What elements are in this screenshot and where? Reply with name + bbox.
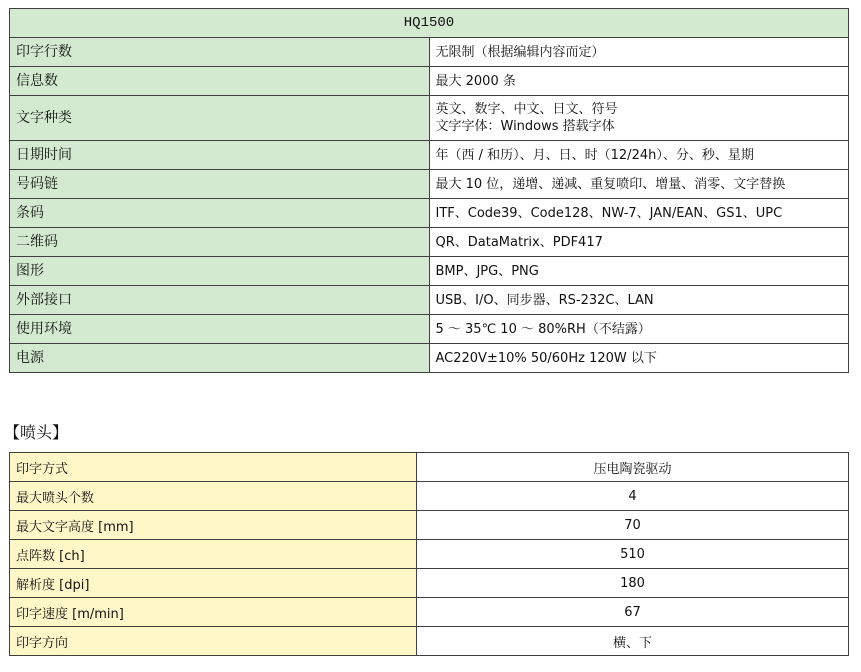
nozzle-value: 67	[417, 598, 849, 627]
spec-label: 使用环境	[10, 315, 430, 344]
nozzle-value: 180	[417, 569, 849, 598]
nozzle-label: 解析度 [dpi]	[10, 569, 417, 598]
nozzle-row	[10, 511, 849, 540]
spec-value-line: 文字字体：Windows 搭载字体	[435, 119, 615, 134]
spec-value	[429, 257, 849, 286]
spec-table	[9, 8, 849, 373]
spec-row	[10, 257, 849, 286]
nozzle-value: 4	[417, 482, 849, 511]
spec-value	[429, 344, 849, 373]
nozzle-row	[10, 540, 849, 569]
spec-value-line: 5 ～ 35℃ 10 ～ 80%RH（不结露）	[435, 321, 651, 337]
spec-table-header-row	[10, 9, 849, 38]
spec-label: 印字行数	[10, 38, 430, 67]
nozzle-section-heading: 【喷头】	[4, 423, 69, 442]
spec-value-line: 英文、数字、中文、日文、符号	[435, 102, 618, 117]
nozzle-value: 510	[417, 540, 849, 569]
spec-row	[10, 344, 849, 373]
spec-row	[10, 96, 849, 141]
nozzle-label: 印字方向	[10, 627, 417, 656]
spec-value	[429, 199, 849, 228]
spec-row	[10, 228, 849, 257]
spec-row	[10, 315, 849, 344]
spec-value-line: 年（西 / 和历）、月、日、时（12/24h）、分、秒、星期	[435, 147, 754, 163]
nozzle-label: 印字速度 [m/min]	[10, 598, 417, 627]
spec-label: 信息数	[10, 67, 430, 96]
spec-value-line: USB、I/O、同步器、RS-232C、LAN	[435, 292, 654, 308]
nozzle-value: 压电陶瓷驱动	[417, 453, 849, 482]
spec-value	[429, 228, 849, 257]
spec-value-line: 无限制（根据编辑内容而定）	[435, 44, 605, 60]
spec-value	[429, 170, 849, 199]
nozzle-table	[9, 452, 849, 656]
nozzle-row	[10, 569, 849, 598]
nozzle-row	[10, 453, 849, 482]
spec-value	[429, 38, 849, 67]
nozzle-label: 点阵数 [ch]	[10, 540, 417, 569]
spec-label: 电源	[10, 344, 430, 373]
spec-label: 日期时间	[10, 141, 430, 170]
nozzle-label: 最大喷头个数	[10, 482, 417, 511]
spec-value	[429, 315, 849, 344]
nozzle-label: 最大文字高度 [mm]	[10, 511, 417, 540]
spec-row	[10, 199, 849, 228]
spec-value-line: ITF、Code39、Code128、NW-7、JAN/EAN、GS1、UPC	[435, 205, 783, 221]
spec-value-line: 最大 10 位，递增、递减、重复喷印、增量、消零、文字替换	[435, 176, 786, 192]
spec-value	[429, 67, 849, 96]
spec-row	[10, 38, 849, 67]
nozzle-label: 印字方式	[10, 453, 417, 482]
spec-value	[429, 286, 849, 315]
nozzle-value: 横、下	[417, 627, 849, 656]
nozzle-row	[10, 598, 849, 627]
spec-row	[10, 286, 849, 315]
spec-value-line: 最大 2000 条	[435, 73, 516, 89]
spec-table-title: HQ1500	[10, 9, 849, 38]
spec-value-line: QR、DataMatrix、PDF417	[435, 234, 603, 250]
spec-label: 号码链	[10, 170, 430, 199]
spec-row	[10, 67, 849, 96]
spec-value-line: BMP、JPG、PNG	[435, 263, 539, 279]
spec-label: 二维码	[10, 228, 430, 257]
spec-row	[10, 170, 849, 199]
spec-row	[10, 141, 849, 170]
nozzle-value: 70	[417, 511, 849, 540]
spec-value	[429, 141, 849, 170]
spec-label: 条码	[10, 199, 430, 228]
spec-value	[429, 96, 849, 141]
spec-label: 文字种类	[10, 96, 430, 141]
nozzle-row	[10, 482, 849, 511]
spec-label: 外部接口	[10, 286, 430, 315]
nozzle-row	[10, 627, 849, 656]
spec-label: 图形	[10, 257, 430, 286]
spec-value-line: AC220V±10% 50/60Hz 120W 以下	[435, 350, 657, 366]
